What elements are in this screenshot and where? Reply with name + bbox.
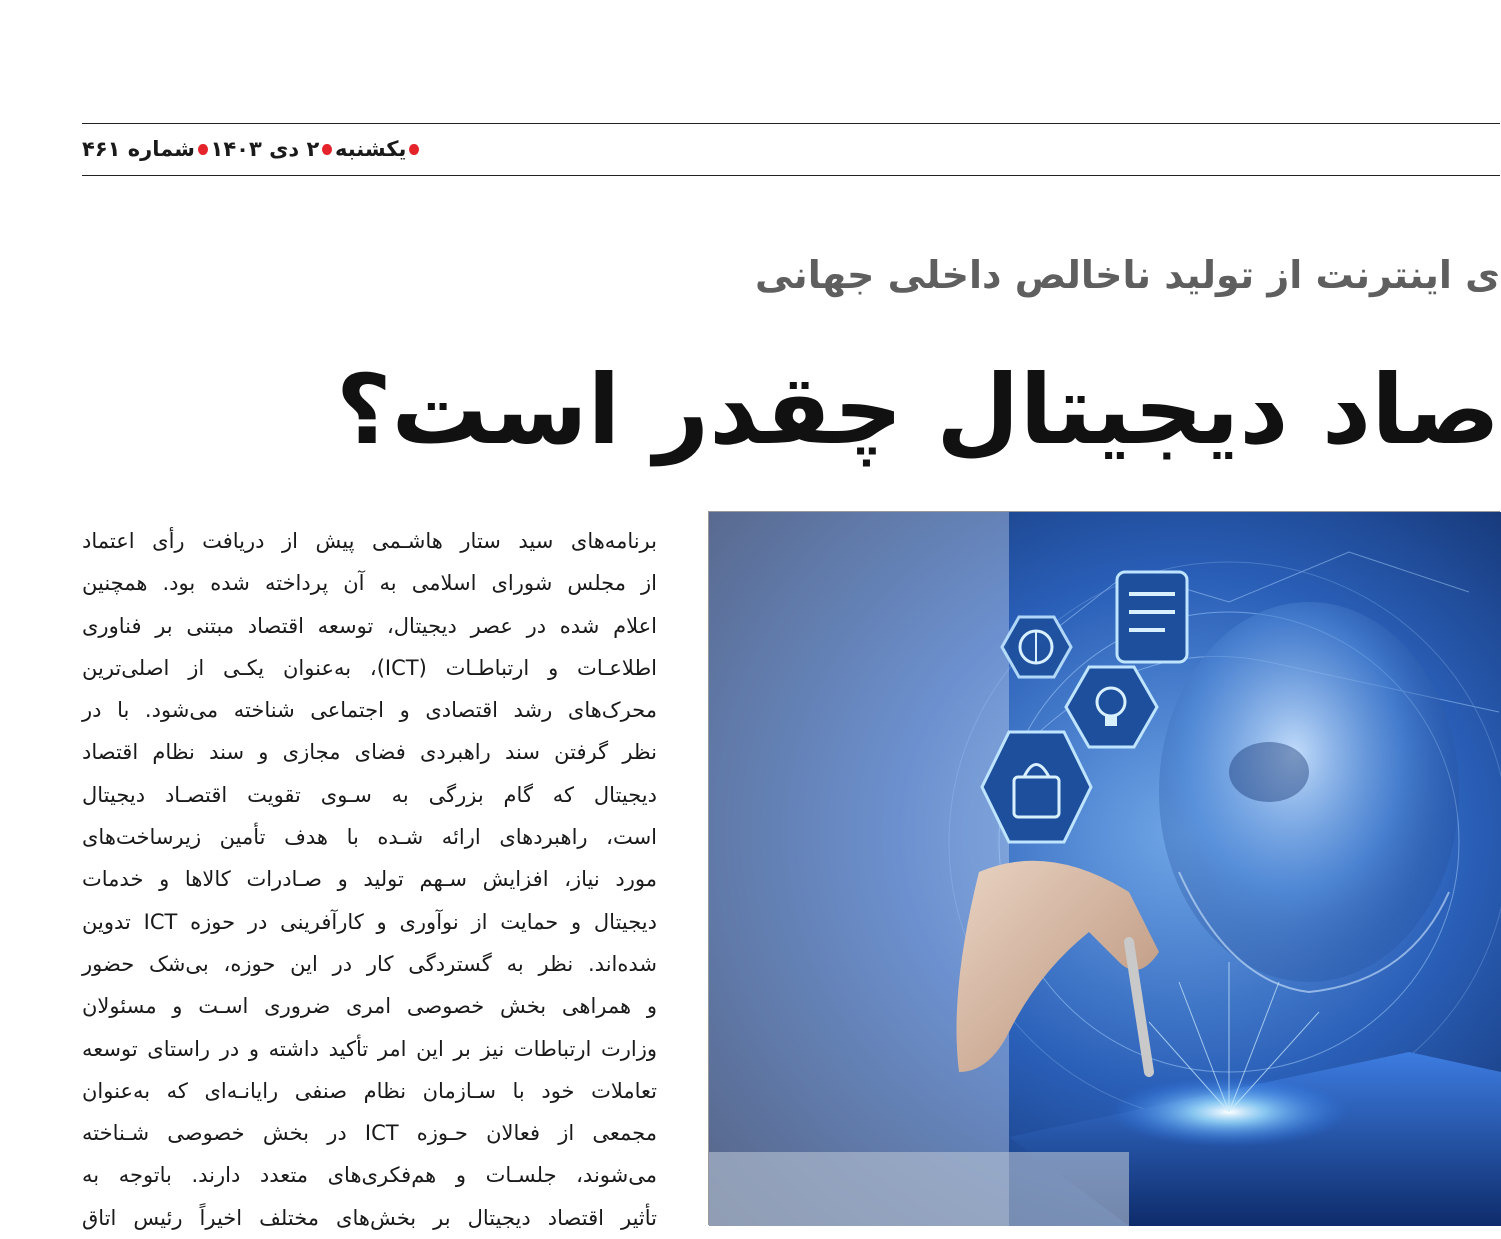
body-line: نظر گرفتن سند راهبردی فضای مجازی و سند نظام اقتصاد xyxy=(82,740,657,765)
body-line: و همراهی بخش خصوصی امری ضروری اسـت و مسئولان xyxy=(82,994,657,1019)
article-body xyxy=(82,520,657,1230)
body-line: تعاملات خود با سـازمان نظام صنفی رایانـه‌ای که به‌عنوان xyxy=(82,1078,657,1103)
body-line: شده‌اند. نظر به گستردگی کار در این حوزه، بی‌شک حضور xyxy=(82,951,657,976)
body-line: دیجیتال و حمایت از نوآوری و کارآفرینی در حوزه ICT تدوین xyxy=(82,909,657,934)
body-line: است، راهبردهای ارائه شـده با هدف تأمین زیرساخت‌های xyxy=(82,825,657,850)
body-line: می‌شوند، جلسـات و هم‌فکری‌های متعدد دارند. باتوجه به xyxy=(82,1163,657,1188)
body-line: برنامه‌های سید ستار هاشـمی پیش از دریافت رأی اعتماد xyxy=(82,529,657,553)
body-line: مجمعی از فعالان حـوزه ICT در بخش خصوصی شـناخته xyxy=(82,1121,657,1146)
article-headline: صاد دیجیتال چقدر است؟ xyxy=(335,354,1500,466)
folio-date: ۲ دی ۱۴۰۳ xyxy=(210,137,320,161)
body-line: تأثیر اقتصاد دیجیتال بر بخش‌های مختلف اخیراً رئیس اتاق xyxy=(82,1205,657,1230)
folio-day: یکشنبه xyxy=(334,137,407,161)
brain-icon xyxy=(1002,617,1071,677)
folio-bullet-icon xyxy=(198,144,208,155)
body-line: از مجلس شورای اسلامی به آن پرداخته شده بود. همچنین xyxy=(82,571,657,596)
article-kicker: ی اینترنت از تولید ناخالص داخلی جهانی xyxy=(754,253,1500,297)
folio-bullet-icon xyxy=(322,144,332,155)
body-line: دیجیتال که گام بزرگی به سـوی تقویت اقتصـاد دیجیتال xyxy=(82,782,657,807)
folio-top-rule xyxy=(82,123,1500,124)
folio-issue: شماره ۴۶۱ xyxy=(82,137,195,161)
body-line: وزارت ارتباطات نیز بر این امر تأکید داشته و در راستای توسعه xyxy=(82,1036,657,1061)
folio-bottom-rule xyxy=(82,175,1500,176)
folio-bullet-icon xyxy=(409,144,419,155)
body-line: اعلام شده در عصر دیجیتال، توسعه اقتصاد مبتنی بر فناوری xyxy=(82,613,657,638)
body-line: مورد نیاز، افزایش سـهم تولید و صـادرات کالاها و خدمات xyxy=(82,867,657,892)
ai-head xyxy=(1159,602,1459,982)
body-line: اطلاعـات و ارتباطـات (ICT)، به‌عنوان یکـی از اصلی‌ترین xyxy=(82,655,657,680)
document-icon xyxy=(1117,572,1187,662)
article-illustration xyxy=(708,511,1500,1225)
folio-line xyxy=(82,131,422,167)
body-line: محرک‌های رشد اقتصادی و اجتماعی شناخته می‌شود. با در xyxy=(82,698,657,723)
